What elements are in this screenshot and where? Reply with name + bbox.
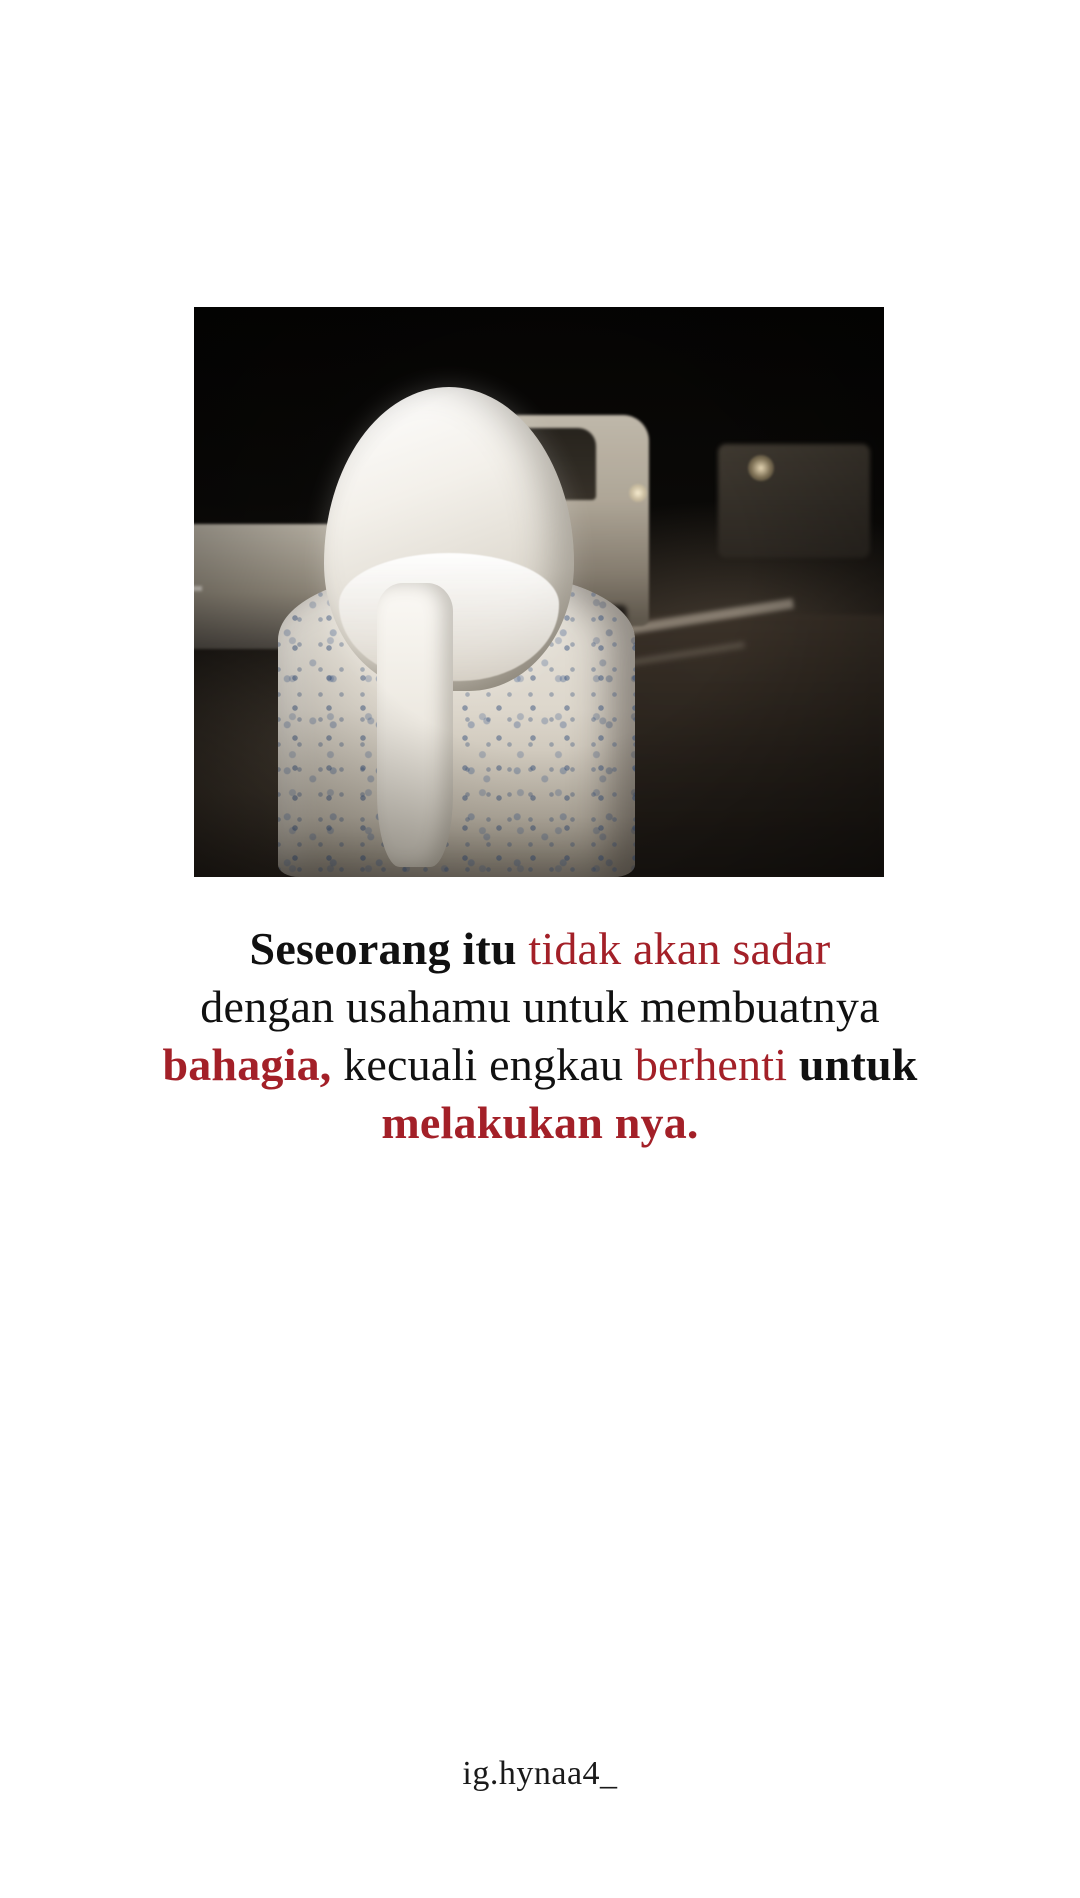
quote-line1-highlight: tidak akan sadar	[528, 923, 831, 974]
quote-line3-plain-b: untuk	[787, 1039, 918, 1090]
quote-line3-highlight-a: bahagia,	[162, 1039, 332, 1090]
woman-figure	[263, 387, 643, 877]
car-dark-right	[718, 444, 870, 558]
license-plate	[194, 586, 202, 591]
quote-line3-plain-a: kecuali engkau	[331, 1039, 635, 1090]
quote-text	[0, 920, 1080, 1152]
night-street-photo	[194, 307, 884, 877]
quote-line3-highlight-b: berhenti	[634, 1039, 788, 1090]
quote-line1-plain: Seseorang itu	[249, 923, 529, 974]
quote-line2: dengan usahamu untuk membuatnya	[200, 981, 880, 1032]
street-light-icon	[748, 455, 774, 481]
photo-frame	[194, 307, 884, 877]
hijab-tail	[377, 583, 453, 867]
quote-line4-highlight: melakukan nya.	[381, 1097, 699, 1148]
instagram-handle: ig.hynaa4_	[462, 1755, 618, 1792]
